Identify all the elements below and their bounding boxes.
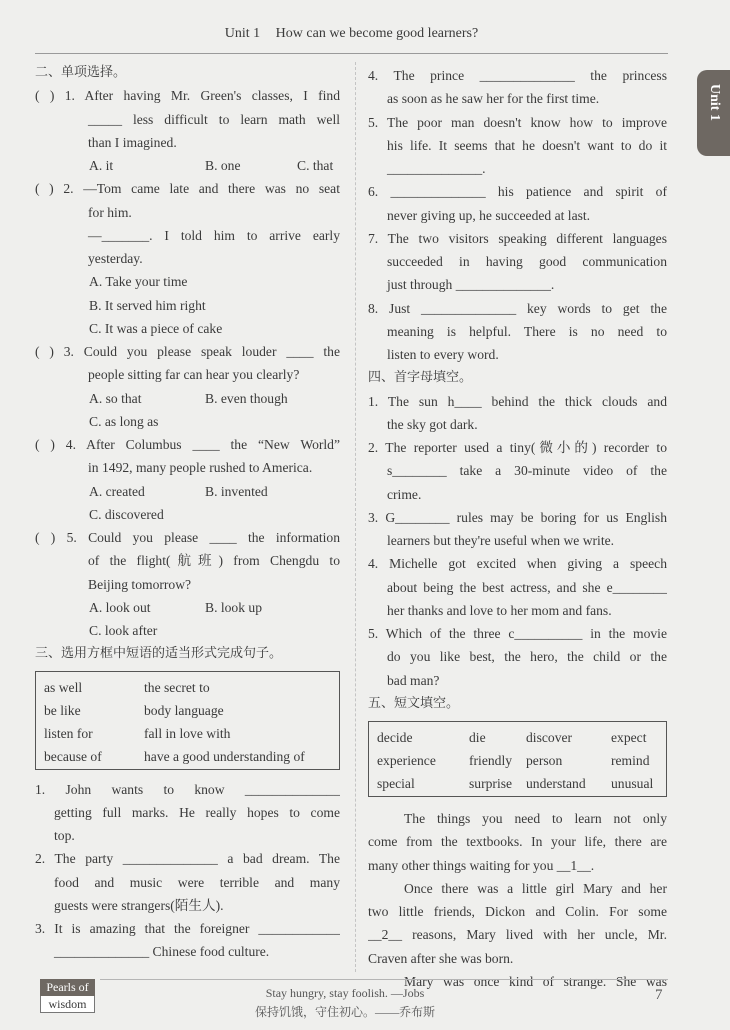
- box-item: have a good understanding of: [144, 748, 305, 764]
- text-line: Mary was once kind of strange. She was: [404, 973, 667, 989]
- answer-option: A. Take your time: [89, 274, 188, 290]
- text-line: listen to every word.: [387, 347, 499, 362]
- answer-option: C. as long as: [89, 413, 159, 429]
- box-item: remind: [611, 753, 650, 768]
- text-line: meaning is helpful. There is no need to: [387, 323, 667, 339]
- text-line: as soon as he saw her for the first time.: [387, 91, 600, 107]
- text-line: —_______. I told him to arrive early: [88, 227, 340, 243]
- right-column: [368, 64, 667, 993]
- word-box: [368, 721, 667, 797]
- text-line: 2. The party ______________ a bad dream. The: [35, 851, 340, 867]
- text-line: do you like best, the hero, the child or the: [387, 649, 667, 665]
- text-line: s________ take a 30-minute video of the: [387, 463, 667, 479]
- text-line: 1. John wants to know ______________: [35, 781, 340, 797]
- answer-options: [35, 270, 340, 293]
- box-item: the secret to: [144, 679, 210, 695]
- phrase-sentences-section: [35, 778, 340, 964]
- text-line: bad man?: [387, 672, 440, 688]
- answer-option: B. even though: [205, 390, 288, 406]
- fill-in-section: [368, 64, 667, 715]
- answer-options: [35, 154, 340, 177]
- box-row: [44, 676, 331, 699]
- box-row: [377, 726, 658, 749]
- box-item: friendly: [469, 753, 513, 768]
- box-item: surprise: [469, 776, 513, 791]
- passage-section: [368, 807, 667, 993]
- text-line: 4. The prince ______________ the princess: [368, 68, 667, 83]
- text-line: 5. Which of the three c__________ in the movie: [368, 626, 667, 641]
- text-line: yesterday.: [88, 251, 143, 266]
- text-line: Once there was a little girl Mary and her: [404, 880, 667, 896]
- single-choice-section: [35, 61, 340, 666]
- answer-options: [35, 294, 340, 317]
- answer-options: [35, 317, 340, 340]
- text-line: 3. It is amazing that the foreigner ____________: [35, 921, 340, 936]
- answer-option: C. look after: [89, 623, 158, 638]
- box-item: understand: [526, 776, 586, 791]
- answer-options: [35, 480, 340, 503]
- box-row: [44, 745, 331, 768]
- answer-option: A. created: [89, 483, 145, 499]
- answer-options: [35, 596, 340, 619]
- text-line: come from the textbooks. In your life, there are: [368, 834, 667, 850]
- text-line: in 1492, many people rushed to America.: [88, 460, 313, 476]
- box-item: experience: [377, 753, 436, 768]
- text-line: just through ______________.: [387, 277, 555, 293]
- footer-divider: [100, 979, 668, 980]
- text-line: than I imagined.: [88, 134, 177, 150]
- text-line: 6. ______________ his patience and spirit of: [368, 184, 667, 200]
- answer-option: C. It was a piece of cake: [89, 320, 223, 336]
- text-line: of the flight(航班) from Chengdu to: [88, 553, 340, 569]
- answer-options: [35, 387, 340, 410]
- text-line: his life. It seems that he doesn't want to do it: [387, 137, 667, 153]
- text-line: guests were strangers(陌生人).: [54, 897, 224, 913]
- wisdom-label: wisdom: [40, 996, 95, 1013]
- answer-option: C. that: [297, 158, 334, 173]
- pearls-of-wisdom-badge: [40, 979, 95, 1013]
- header-title: How can we become good learners?: [275, 26, 479, 41]
- text-line: two little friends, Dickon and Colin. For some: [368, 904, 667, 919]
- box-row: [44, 699, 331, 722]
- answer-option: A. it: [89, 158, 114, 173]
- text-line: ______________.: [387, 161, 486, 176]
- box-item: die: [469, 730, 486, 745]
- unit-side-tab-label: Unit 1: [707, 84, 722, 121]
- text-line: __2__ reasons, Mary lived with her uncle, Mr.: [368, 927, 667, 943]
- phrase-box: [35, 671, 340, 770]
- answer-option: B. It served him right: [89, 297, 206, 313]
- text-line: ( ) 1. After having Mr. Green's classes, I find: [35, 88, 340, 104]
- box-item: decide: [377, 730, 413, 745]
- text-line: people sitting far can hear you clearly?: [88, 367, 300, 383]
- text-line: ( ) 2. —Tom came late and there was no seat: [35, 181, 340, 197]
- text-line: ______________ Chinese food culture.: [54, 944, 270, 960]
- section-heading: 二、单项选择。: [35, 65, 127, 80]
- box-item: body language: [144, 702, 224, 718]
- answer-option: A. look out: [89, 599, 151, 615]
- text-line: _____ less difficult to learn math well: [88, 111, 340, 127]
- answer-option: A. so that: [89, 390, 142, 406]
- text-line: learners but they're useful when we write.: [387, 533, 615, 548]
- text-line: The things you need to learn not only: [404, 811, 667, 826]
- text-line: the sky got dark.: [387, 416, 478, 432]
- answer-options: [35, 410, 340, 433]
- box-item: discover: [526, 730, 573, 745]
- text-line: 8. Just ______________ key words to get the: [368, 300, 667, 316]
- text-line: 1. The sun h____ behind the thick clouds and: [368, 393, 667, 409]
- box-item: because of: [44, 748, 102, 764]
- text-line: top.: [54, 828, 75, 843]
- text-line: succeeded in having good communication: [387, 254, 667, 269]
- quote-chinese: 保持饥饿，守住初心。——乔布斯: [254, 1005, 435, 1019]
- header-divider: [35, 53, 668, 54]
- box-row: [44, 722, 331, 745]
- answer-options: [35, 503, 340, 526]
- text-line: ( ) 4. After Columbus ____ the “New World”: [35, 437, 340, 452]
- answer-option: C. discovered: [89, 506, 164, 522]
- page-number: 7: [655, 987, 663, 1003]
- quote-english: Stay hungry, stay foolish. —Jobs: [265, 986, 425, 1000]
- text-line: many other things waiting for you __1__.: [368, 857, 595, 873]
- box-row: [377, 749, 658, 772]
- box-item: unusual: [611, 776, 654, 791]
- header-unit: Unit 1: [224, 26, 261, 41]
- answer-option: B. invented: [205, 483, 268, 499]
- answer-option: B. one: [205, 158, 241, 173]
- text-line: her thanks and love to her mom and fans.: [387, 602, 612, 618]
- text-line: 2. The reporter used a tiny(微小的) recorder to: [368, 440, 667, 455]
- box-row: [377, 772, 658, 795]
- section-heading: 五、短文填空。: [368, 695, 460, 711]
- box-item: expect: [611, 730, 647, 745]
- text-line: about being the best actress, and she e________: [387, 579, 667, 595]
- text-line: ( ) 5. Could you please ____ the information: [35, 530, 340, 545]
- section-heading: 四、首字母填空。: [368, 370, 473, 386]
- box-item: be like: [44, 702, 81, 718]
- text-line: Beijing tomorrow?: [88, 576, 192, 592]
- box-item: person: [526, 753, 563, 768]
- text-line: Craven after she was born.: [368, 950, 514, 966]
- box-item: listen for: [44, 725, 93, 741]
- text-line: ( ) 3. Could you please speak louder ____ the: [35, 344, 340, 359]
- pearls-label: Pearls of: [40, 979, 95, 996]
- box-item: fall in love with: [144, 725, 231, 741]
- text-line: getting full marks. He really hopes to come: [54, 804, 340, 820]
- section-heading: 三、选用方框中短语的适当形式完成句子。: [35, 646, 283, 662]
- text-line: never giving up, he succeeded at last.: [387, 207, 591, 223]
- box-item: special: [377, 776, 415, 791]
- footer-quote: [230, 984, 460, 1022]
- text-line: for him.: [88, 204, 132, 220]
- answer-options: [35, 619, 340, 642]
- text-line: 4. Michelle got excited when giving a speech: [368, 556, 667, 572]
- unit-side-tab: [697, 70, 730, 156]
- text-line: 3. G________ rules may be boring for us English: [368, 509, 667, 525]
- text-line: crime.: [387, 486, 422, 502]
- text-line: 5. The poor man doesn't know how to improve: [368, 114, 667, 130]
- box-item: as well: [44, 679, 83, 695]
- running-header: [35, 26, 668, 42]
- column-divider: [355, 62, 356, 972]
- text-line: 7. The two visitors speaking different languages: [368, 230, 667, 246]
- left-column: [35, 61, 340, 964]
- text-line: food and music were terrible and many: [54, 874, 340, 890]
- answer-option: B. look up: [205, 599, 263, 615]
